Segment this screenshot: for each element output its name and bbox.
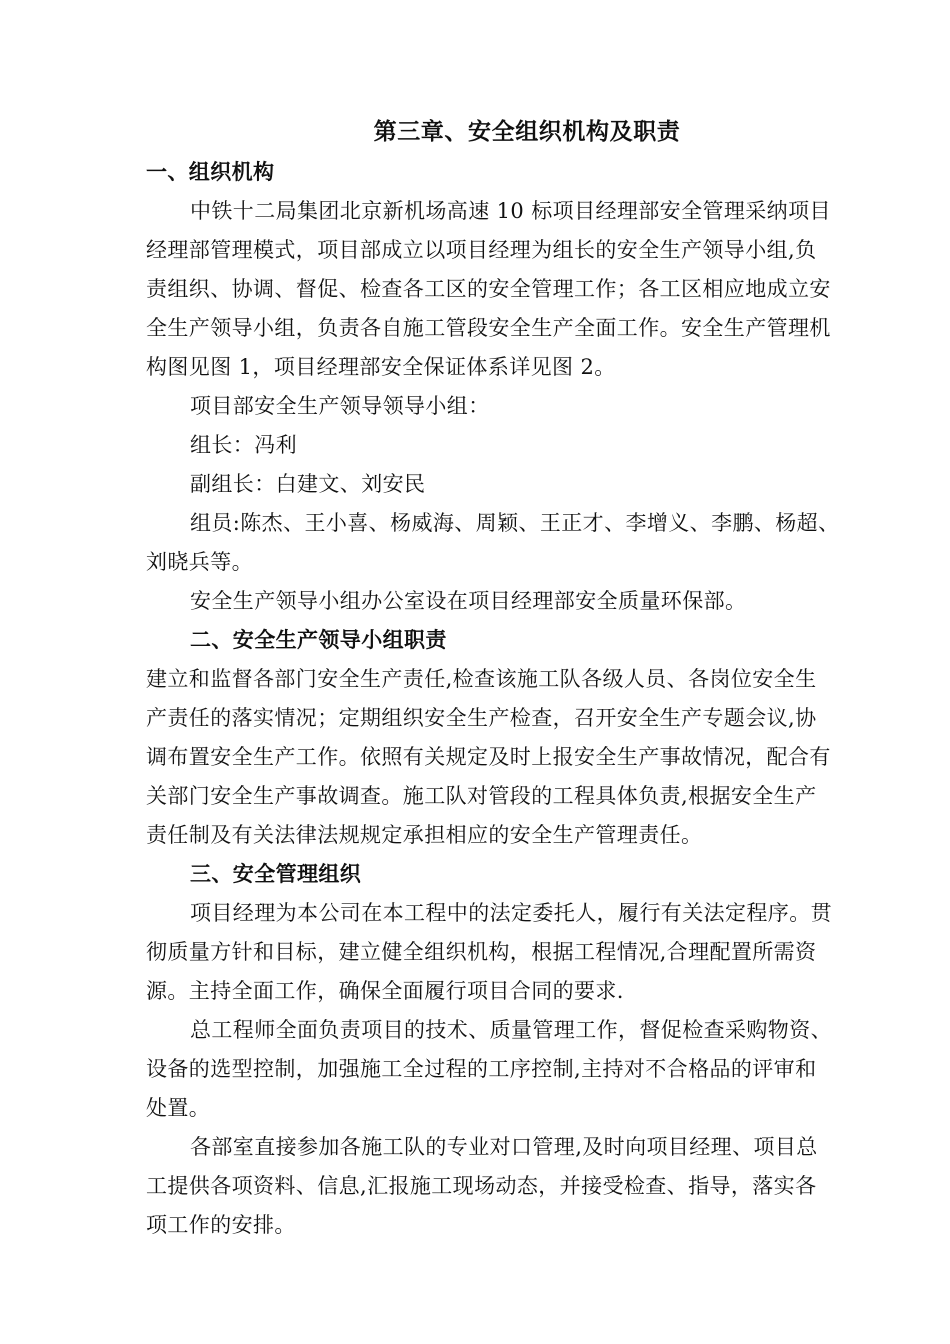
- paragraph-line: 经理部管理模式，项目部成立以项目经理为组长的安全生产领导小组,负: [146, 238, 817, 262]
- section-heading-responsibilities: 二、安全生产领导小组职责: [190, 627, 447, 652]
- paragraph-line: 构图见图 1，项目经理部安全保证体系详见图 2。: [146, 355, 616, 379]
- paragraph-line: 处置。: [146, 1096, 211, 1120]
- paragraph-line: 产责任的落实情况；定期组织安全生产检查，召开安全生产专题会议,协: [146, 706, 817, 730]
- paragraph-line: 彻质量方针和目标，建立健全组织机构，根据工程情况,合理配置所需资: [146, 940, 817, 964]
- group-members-line: 组员:陈杰、王小喜、杨威海、周颖、王正才、李增义、李鹏、杨超、: [190, 511, 840, 535]
- paragraph-line: 责组织、协调、督促、检查各工区的安全管理工作；各工区相应地成立安: [146, 277, 831, 301]
- group-title: 项目部安全生产领导领导小组：: [190, 394, 490, 418]
- paragraph-line: 调布置安全生产工作。依照有关规定及时上报安全生产事故情况，配合有: [146, 745, 831, 769]
- group-members-line: 刘晓兵等。: [146, 550, 253, 574]
- section-heading-organization: 一、组织机构: [146, 159, 275, 184]
- paragraph-line: 责任制及有关法律法规规定承担相应的安全生产管理责任。: [146, 823, 703, 847]
- paragraph-line: 源。主持全面工作，确保全面履行项目合同的要求.: [146, 979, 624, 1003]
- paragraph-line: 工提供各项资料、信息,汇报施工现场动态，并接受检查、指导，落实各: [146, 1174, 817, 1198]
- paragraph-line: 建立和监督各部门安全生产责任,检查该施工队各级人员、各岗位安全生: [146, 667, 817, 691]
- paragraph-line: 全生产领导小组，负责各自施工管段安全生产全面工作。安全生产管理机: [146, 316, 831, 340]
- paragraph-line: 总工程师全面负责项目的技术、质量管理工作，督促检查采购物资、: [190, 1018, 832, 1042]
- paragraph-line: 项目经理为本公司在本工程中的法定委托人，履行有关法定程序。贯: [190, 901, 832, 925]
- office-location: 安全生产领导小组办公室设在项目经理部安全质量环保部。: [190, 589, 747, 613]
- section-heading-management: 三、安全管理组织: [190, 861, 362, 886]
- group-deputy: 副组长：白建文、刘安民: [190, 472, 426, 496]
- chapter-title: 第三章、安全组织机构及职责: [373, 118, 681, 145]
- paragraph-line: 各部室直接参加各施工队的专业对口管理,及时向项目经理、项目总: [190, 1135, 818, 1159]
- paragraph-line: 项工作的安排。: [146, 1213, 296, 1237]
- paragraph-line: 设备的选型控制，加强施工全过程的工序控制,主持对不合格品的评审和: [146, 1057, 817, 1081]
- paragraph-line: 中铁十二局集团北京新机场高速 10 标项目经理部安全管理采纳项目: [190, 199, 831, 223]
- paragraph-line: 关部门安全生产事故调查。施工队对管段的工程具体负责,根据安全生产: [146, 784, 817, 808]
- group-leader: 组长：冯利: [190, 433, 297, 457]
